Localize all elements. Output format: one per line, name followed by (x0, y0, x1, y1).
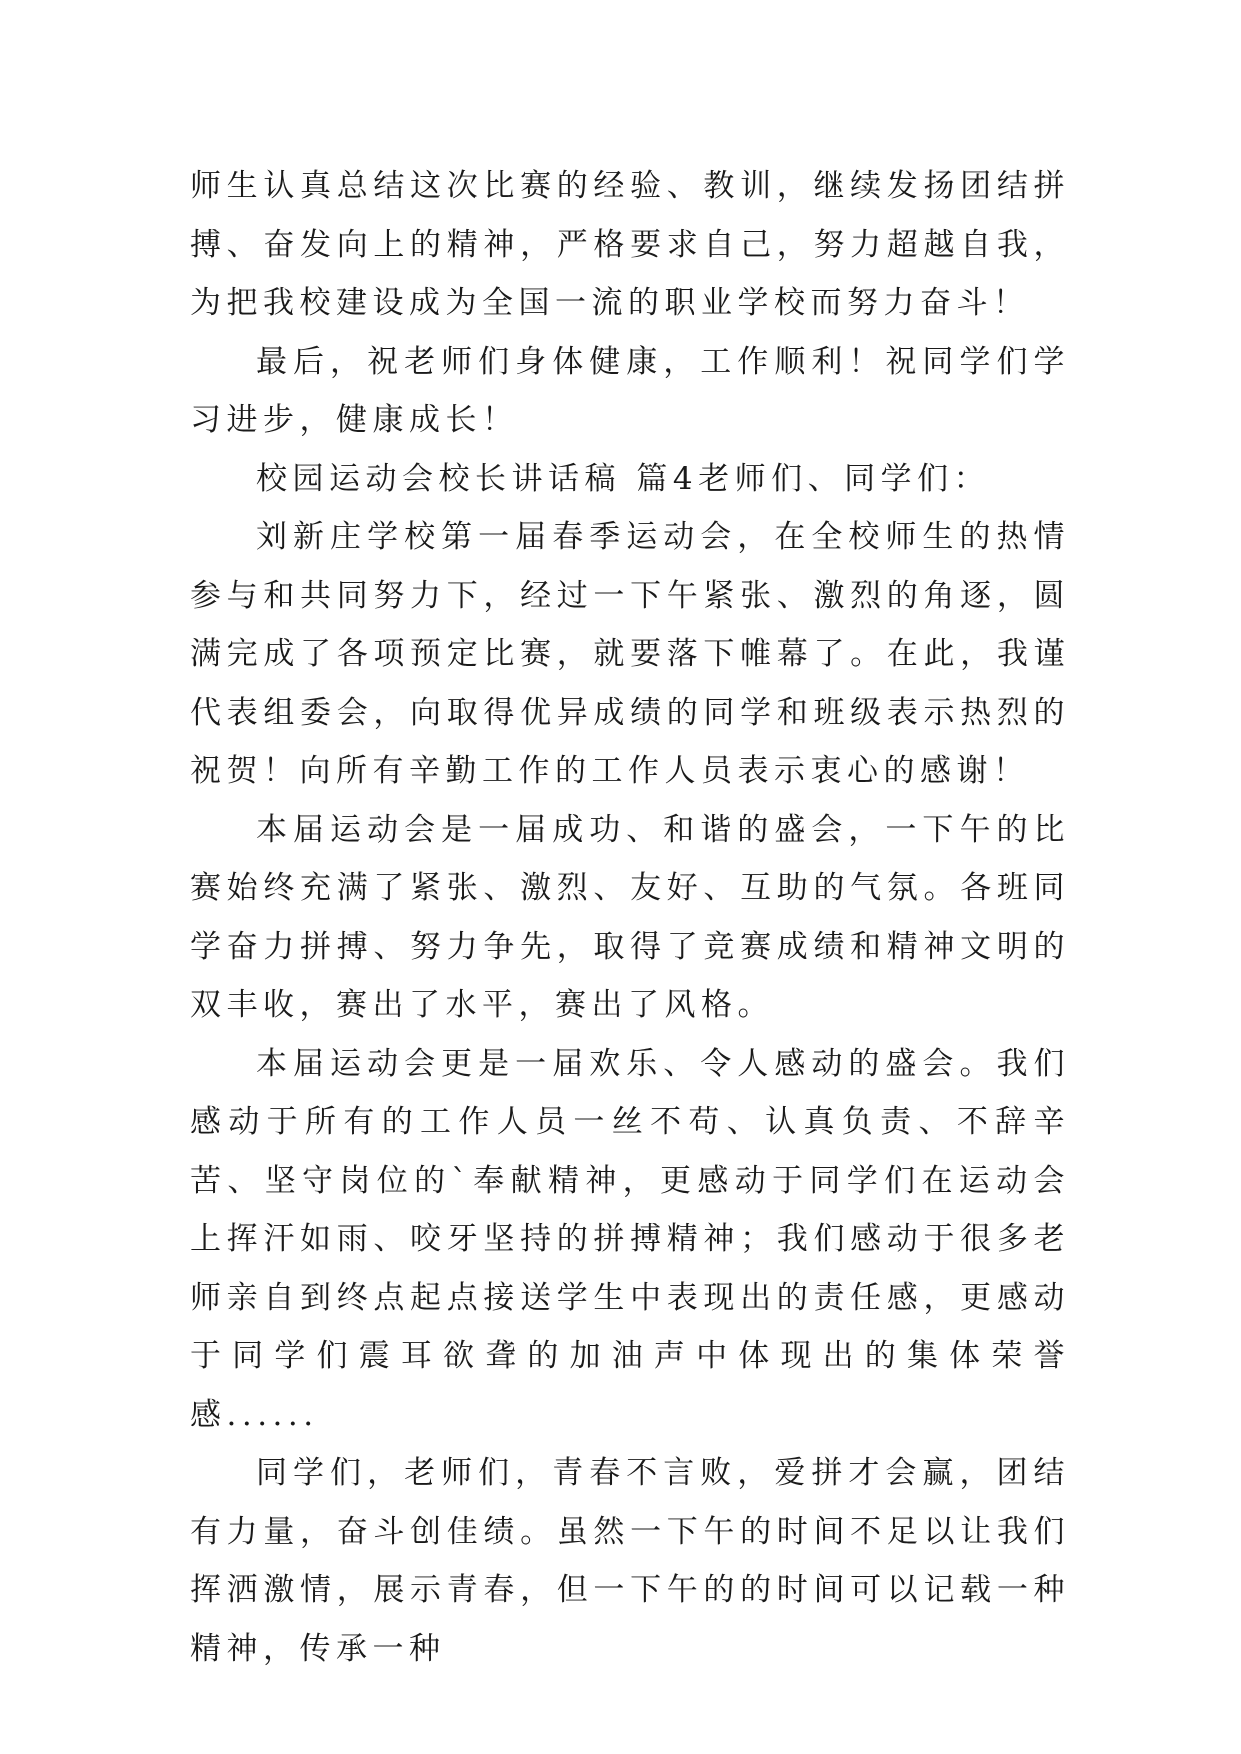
paragraph-5: 本届运动会是一届成功、和谐的盛会，一下午的比赛始终充满了紧张、激烈、友好、互助的气氛。各班同学奋力拼搏、努力争先，取得了竞赛成绩和精神文明的双丰收，赛出了水平，赛出了风格。 (190, 811, 1070, 1023)
paragraph-4: 刘新庄学校第一届春季运动会，在全校师生的热情参与和共同努力下，经过一下午紧张、激烈的角逐，圆满完成了各项预定比赛，就要落下帷幕了。在此，我谨代表组委会，向取得优异成绩的同学和班级表示热烈的祝贺！向所有辛勤工作的工作人员表示衷心的感谢！ (190, 519, 1070, 789)
paragraph-2: 最后，祝老师们身体健康，工作顺利！祝同学们学习进步，健康成长！ (190, 343, 1070, 438)
paragraph-3-heading: 校园运动会校长讲话稿 篇4老师们、同学们： (256, 460, 991, 497)
paragraph-6: 本届运动会更是一届欢乐、令人感动的盛会。我们感动于所有的工作人员一丝不苟、认真负责、不辞辛苦、坚守岗位的`奉献精神，更感动于同学们在运动会上挥汗如雨、咬牙坚持的拼搏精神；我们感动于很多老师亲自到终点起点接送学生中表现出的责任感，更感动于同学们震耳欲聋的加油声中体现出的集体荣誉感...... (190, 1045, 1070, 1433)
paragraph-7: 同学们，老师们，青春不言败，爱拼才会赢，团结有力量，奋斗创佳绩。虽然一下午的时间不足以让我们挥洒激情，展示青春，但一下午的的时间可以记载一种精神，传承一种 (190, 1455, 1070, 1667)
document-body (190, 157, 1070, 1678)
paragraph-1: 师生认真总结这次比赛的经验、教训，继续发扬团结拼搏、奋发向上的精神，严格要求自己，努力超越自我，为把我校建设成为全国一流的职业学校而努力奋斗！ (190, 168, 1070, 321)
